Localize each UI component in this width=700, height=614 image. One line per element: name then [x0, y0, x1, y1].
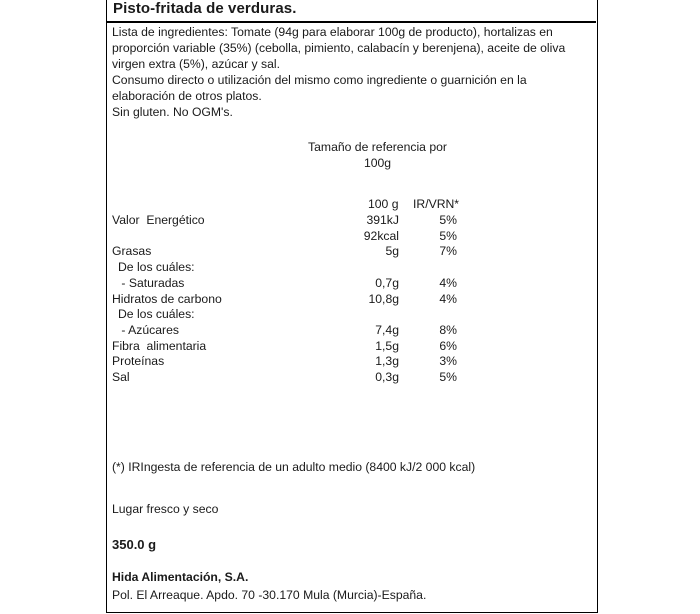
title-divider: [107, 21, 596, 23]
nutrient-percent: 4%: [439, 276, 457, 290]
nutrient-value: 10,8g: [368, 292, 399, 306]
nutrient-label: De los cuáles:: [118, 260, 195, 274]
nutrient-label: De los cuáles:: [118, 307, 195, 321]
nutrient-percent: 6%: [439, 339, 457, 353]
storage-text: Lugar fresco y seco: [112, 502, 219, 516]
nutrient-percent: 3%: [439, 354, 457, 368]
nutrition-row: [0, 276, 700, 292]
nutrient-value: 391kJ: [366, 213, 399, 227]
nutrient-label: Sal: [112, 370, 130, 384]
nutrition-row: [0, 244, 700, 260]
nutrient-value: 0,3g: [375, 370, 399, 384]
nutrition-row: [0, 323, 700, 339]
nutrient-value: 1,5g: [375, 339, 399, 353]
nutrient-value: 7,4g: [375, 323, 399, 337]
nutrient-percent: 5%: [439, 229, 457, 243]
nutrient-value: 1,3g: [375, 354, 399, 368]
nutrient-value: 5g: [385, 244, 399, 258]
nutrition-row: [0, 354, 700, 370]
nutrient-value: 0,7g: [375, 276, 399, 290]
nutrient-label: Fibra alimentaria: [112, 339, 207, 353]
claims-text: Sin gluten. No OGM's.: [112, 105, 233, 119]
reference-size-header: Tamaño de referencia por 100g: [308, 140, 447, 170]
nutrient-percent: 5%: [439, 370, 457, 384]
nutrient-label: Valor Energético: [112, 213, 205, 227]
nutrient-percent: 7%: [439, 244, 457, 258]
nutrient-label: Proteínas: [112, 354, 165, 368]
nutrition-row: [0, 339, 700, 355]
nutrition-row: [0, 307, 700, 323]
usage-text: Consumo directo o utilización del mismo como ingrediente o guarnición en la elaboración de otros platos.: [112, 73, 527, 103]
nutrition-row: [0, 370, 700, 386]
product-title: Pisto-fritada de verduras.: [113, 0, 297, 17]
nutrient-percent: 5%: [439, 213, 457, 227]
nutrition-row: [0, 260, 700, 276]
column-header-100g: 100 g: [368, 197, 399, 211]
nutrient-value: 92kcal: [363, 229, 399, 243]
nutrient-label: Grasas: [112, 244, 152, 258]
nutrient-percent: 4%: [439, 292, 457, 306]
net-weight: 350.0 g: [112, 537, 157, 552]
ingredients-text: Lista de ingredientes: Tomate (94g para elaborar 100g de producto), hortalizas en proporción variable (35%) (cebolla, pimiento, calabacín y berenjena), aceite de oliva virgen extra (5%), azúcar y sal.: [112, 25, 566, 71]
nutrient-label: - Saturadas: [118, 276, 185, 290]
footnote-text: (*) IRIngesta de referencia de un adulto medio (8400 kJ/2 000 kcal): [112, 460, 476, 474]
nutrient-label: Hidratos de carbono: [112, 292, 222, 306]
column-header-ir: IR/VRN*: [413, 197, 460, 211]
nutrition-row: [0, 292, 700, 308]
nutrient-label: - Azúcares: [118, 323, 179, 337]
company-name: Hida Alimentación, S.A.: [112, 570, 249, 584]
nutrition-row: [0, 229, 700, 245]
company-address: Pol. El Arreaque. Apdo. 70 -30.170 Mula (Murcia)-España.: [112, 588, 427, 602]
nutrient-percent: 8%: [439, 323, 457, 337]
nutrition-row: [0, 213, 700, 229]
